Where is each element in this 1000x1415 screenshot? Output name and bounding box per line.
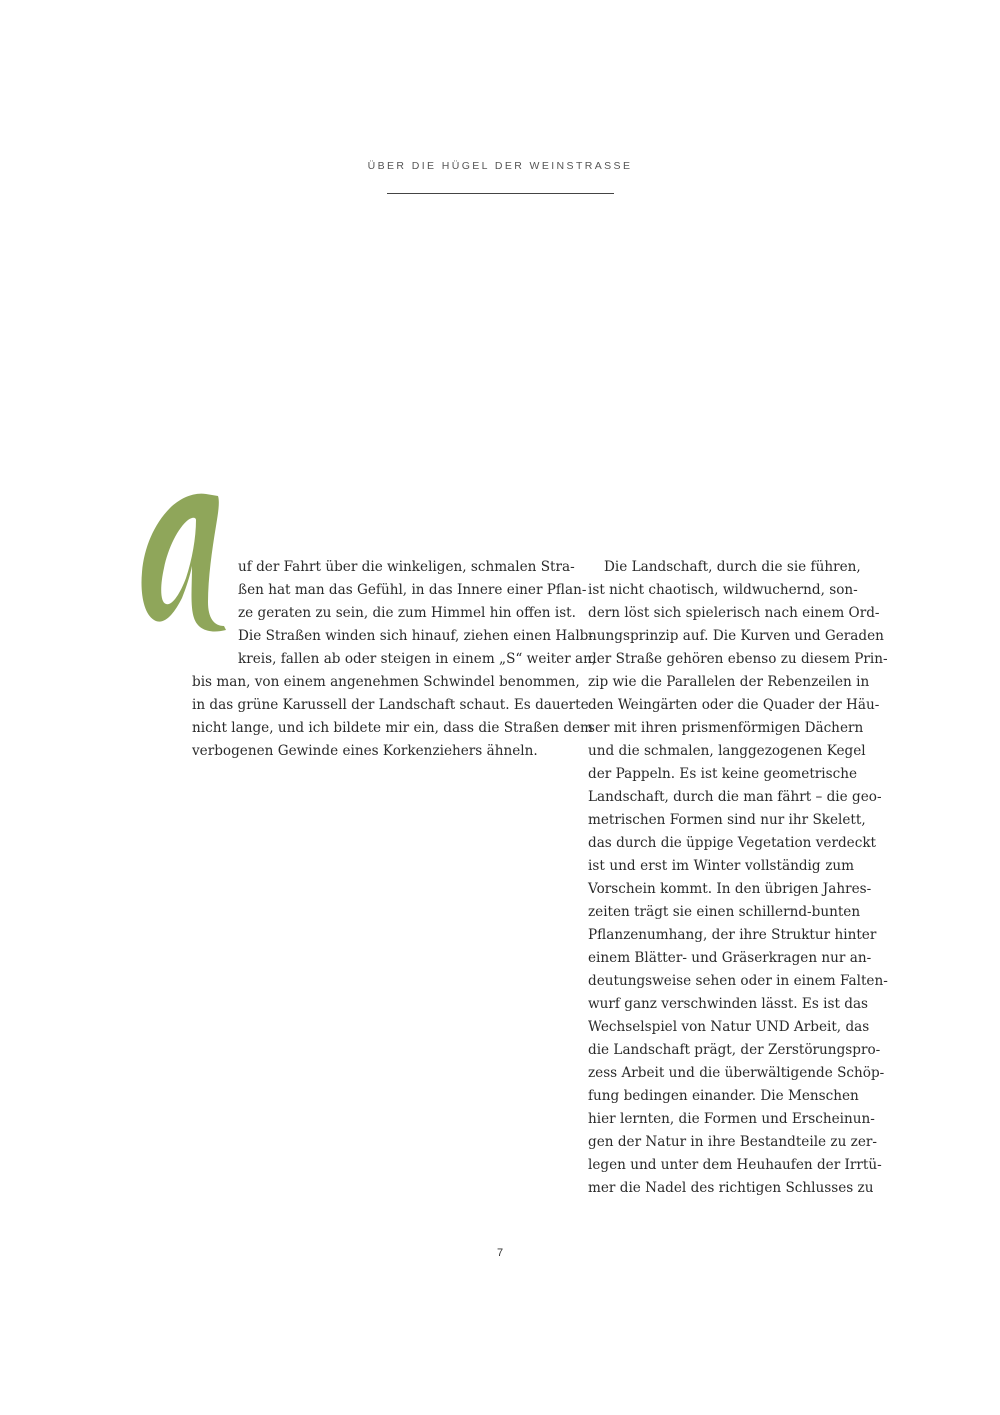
paragraph-line: zess Arbeit und die überwältigende Schöp- [588,1065,885,1081]
header-rule [387,193,614,194]
paragraph-line: kreis, fallen ab oder steigen in einem „S“ weiter an, [238,651,597,667]
paragraph-line: uf der Fahrt über die winkeligen, schmalen Stra- [238,559,575,575]
paragraph-line: verbogenen Gewinde eines Korkenziehers ähneln. [192,743,538,759]
paragraph-line: einem Blätter- und Gräserkragen nur an- [588,950,872,966]
paragraph-line: dern löst sich spielerisch nach einem Ord- [588,605,880,621]
paragraph-line: metrischen Formen sind nur ihr Skelett, [588,812,866,828]
paragraph-line: gen der Natur in ihre Bestandteile zu zer- [588,1134,877,1150]
right-text-column [588,556,888,1200]
paragraph-line: das durch die üppige Vegetation verdeckt [588,835,877,851]
paragraph-line: Vorschein kommt. In den übrigen Jahres- [588,881,872,897]
paragraph-line: ist und erst im Winter vollständig zum [588,858,854,874]
paragraph-line: und die schmalen, langgezogenen Kegel [588,743,866,759]
paragraph-line: ist nicht chaotisch, wildwuchernd, son- [588,582,858,598]
left-text-column [192,556,597,763]
paragraph-line: ßen hat man das Gefühl, in das Innere einer Pflan- [238,582,587,598]
paragraph-line: ser mit ihren prismenförmigen Dächern [588,720,864,736]
paragraph-line: ze geraten zu sein, die zum Himmel hin offen ist. [238,605,576,621]
paragraph-line: Wechselspiel von Natur UND Arbeit, das [588,1019,870,1035]
paragraph-line: nicht lange, und ich bildete mir ein, dass die Straßen dem [192,720,593,736]
running-header-title: ÜBER DIE HÜGEL DER WEINSTRASSE [367,160,633,172]
paragraph-line: der Straße gehören ebenso zu diesem Prin- [588,651,888,667]
paragraph-line: Pflanzenumhang, der ihre Struktur hinter [588,927,877,943]
page-number: 7 [496,1247,504,1259]
paragraph-line: nungsprinzip auf. Die Kurven und Geraden [588,628,884,644]
paragraph-line: zeiten trägt sie einen schillernd-bunten [588,904,861,920]
paragraph-line: fung bedingen einander. Die Menschen [588,1088,859,1104]
paragraph-line: hier lernten, die Formen und Erscheinun- [588,1111,875,1127]
paragraph-line: der Pappeln. Es ist keine geometrische [588,766,858,782]
paragraph-line: bis man, von einem angenehmen Schwindel benommen, [192,674,580,690]
paragraph-line: mer die Nadel des richtigen Schlusses zu [588,1180,874,1196]
paragraph-line: zip wie die Parallelen der Rebenzeilen in [588,674,870,690]
paragraph-line: in das grüne Karussell der Landschaft schaut. Es dauerte [192,697,589,713]
paragraph-line: deutungsweise sehen oder in einem Falten- [588,973,888,989]
paragraph-line: die Landschaft prägt, der Zerstörungspro- [588,1042,881,1058]
paragraph-line: Landschaft, durch die man fährt – die geo- [588,789,882,805]
paragraph-line: den Weingärten oder die Quader der Häu- [588,697,880,713]
paragraph-line: Die Landschaft, durch die sie führen, [604,559,861,575]
paragraph-line: legen und unter dem Heuhaufen der Irrtü- [588,1157,882,1173]
paragraph-line: wurf ganz verschwinden lässt. Es ist das [588,996,869,1012]
paragraph-line: Die Straßen winden sich hinauf, ziehen einen Halb- [238,628,593,644]
